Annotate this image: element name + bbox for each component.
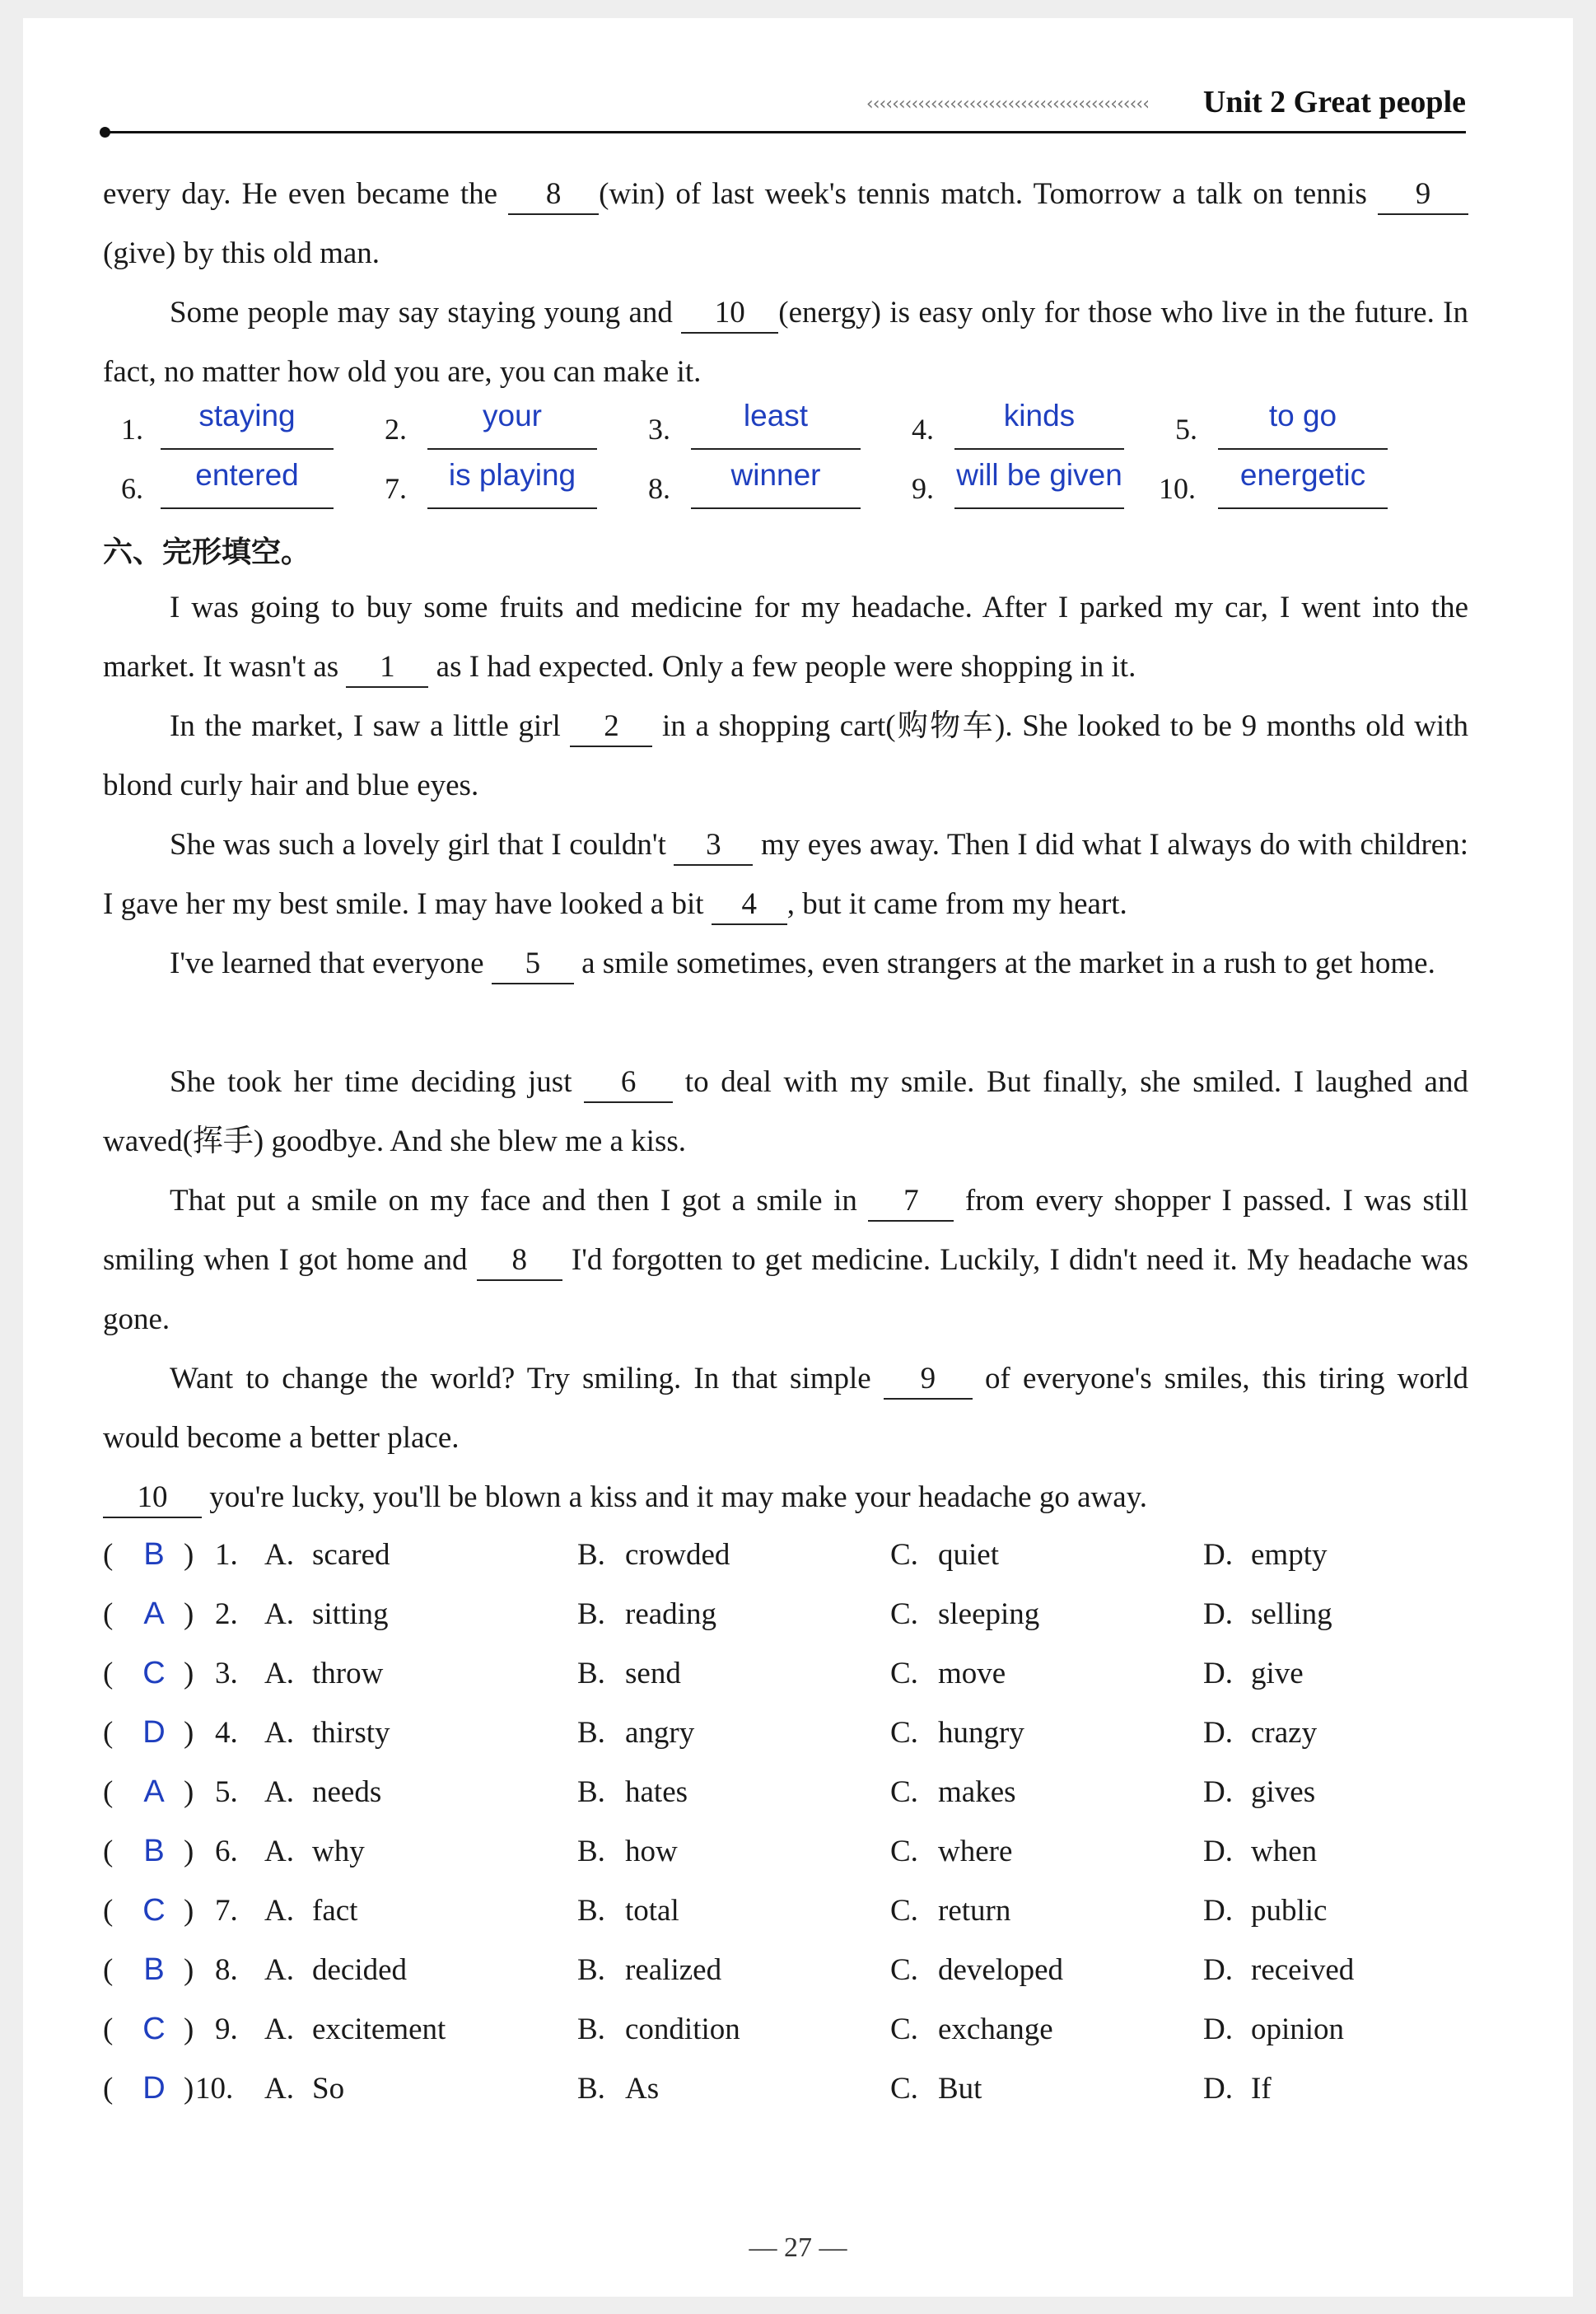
page-header [103,81,1466,138]
blank-2: 2 [570,708,652,747]
question-number: 6. [215,1835,238,1868]
option-b: B. send [577,1657,681,1690]
question-row: ( D ) 10. A. So B. As C. But D. If [103,2071,1272,2106]
cloze-paragraph-4: I've learned that everyone 5 a smile sometimes, even strangers at the market in a rush to get home. [103,934,1468,993]
option-d: D. gives [1203,1775,1316,1809]
answer-letter: D [142,2071,166,2106]
option-c: C. hungry [890,1716,1024,1750]
blank-5: 5 [492,945,574,984]
option-d: D. crazy [1203,1716,1318,1750]
option-c: C. where [890,1835,1013,1868]
question-number: 1. [215,1538,238,1572]
blank-8: 8 [477,1241,562,1281]
question-number: 4. [215,1716,238,1750]
option-d: D. If [1203,2072,1272,2106]
option-d: D. received [1203,1953,1355,1987]
option-c: C. But [890,2072,982,2106]
question-number: 3. [215,1657,238,1690]
blank-10: 10 [103,1479,202,1518]
option-d: D. public [1203,1894,1328,1928]
page-number: — 27 — [749,2232,847,2263]
answer-row-1: 1. staying 2. your 3. least 4. kinds 5. to go [103,397,1478,455]
answer-text: energetic [1239,458,1366,492]
option-b: B. total [577,1894,679,1928]
cloze-paragraph-5: She took her time deciding just 6 to deal with my smile. But finally, she smiled. I laughed and waved(挥手) goodbye. And she blew me a kiss. [103,1065,1468,1158]
answer-text: winner [730,458,821,492]
option-d: D. empty [1203,1538,1328,1572]
answer-row-2: 6. entered 7. is playing 8. winner 9. will be given 10. energetic [103,456,1478,514]
header-rule [103,131,1466,133]
blank-1: 1 [346,648,428,688]
question-number: 10. [195,2072,234,2106]
option-c: C. developed [890,1953,1064,1987]
question-number: 7. [215,1894,238,1928]
header-arrows: ‹‹‹‹‹‹‹‹‹‹‹‹‹‹‹‹‹‹‹‹‹‹‹‹‹‹‹‹‹‹‹‹‹‹‹‹‹‹‹‹‹‹‹‹ [866,94,1149,115]
cloze-paragraph-8: 10 you're lucky, you'll be blown a kiss and it may make your headache go away. [103,1468,1468,1527]
passage-paragraph-1: every day. He even became the 8 (win) of last week's tennis match. Tomorrow a talk on tennis 9(give) by this old man. [103,165,1468,283]
answer-text: is playing [448,458,576,492]
passage-paragraph-2: Some people may say staying young and 10 (energy) is easy only for those who live in the future. In fact, no matter how old you are, you can make it. [103,296,1469,389]
cloze-paragraph-3: She was such a lovely girl that I couldn't 3 my eyes away. Then I did what I always do with children: I gave her my best smile. I may have looked a bit 4 , but it came from my heart. [103,816,1468,934]
option-a: A. throw [264,1657,384,1690]
option-a: A. sitting [264,1597,389,1631]
question-row: ( B ) 6. A. why B. how C. where D. when [103,1834,1318,1868]
option-a: A. excitement [264,2012,446,2046]
cloze-paragraph-6: That put a smile on my face and then I got a smile in 7 from every shopper I passed. I was still smiling when I got home and 8 I'd forgotten to get medicine. Luckily, I didn't need it. My headache was gone. [103,1184,1469,1336]
blank-8: 8 [508,175,599,215]
answer-letter: B [143,1834,165,1868]
section-title: 六、完形填空。 [103,535,311,569]
blank-3: 3 [674,826,753,866]
option-b: B. realized [577,1953,722,1987]
question-row: ( C ) 7. A. fact B. total C. return D. public [103,1893,1328,1928]
question-number: 9. [215,2012,238,2046]
answer-text: kinds [1003,399,1076,432]
question-row: ( C ) 9. A. excitement B. condition C. exchange D. opinion [103,2012,1345,2046]
option-b: B. how [577,1835,678,1868]
blank-9: 9 [884,1360,973,1400]
question-number: 8. [215,1953,238,1987]
answer-text: entered [195,458,299,492]
blank-4: 4 [712,886,787,925]
answer-letter: C [142,2012,166,2046]
option-a: A. So [264,2072,345,2106]
answer-letter: B [143,1537,165,1572]
blank-9: 9 [1378,175,1468,215]
option-d: D. selling [1203,1597,1332,1631]
blank-7: 7 [868,1182,954,1222]
answer-letter: A [143,1774,165,1809]
answer-text: your [483,399,542,432]
unit-title: Unit 2 Great people [1202,85,1466,119]
cloze-paragraph-7: Want to change the world? Try smiling. In that simple 9 of everyone's smiles, this tiring world would become a better place. [103,1362,1468,1455]
option-b: B. As [577,2072,660,2106]
question-row: ( A ) 2. A. sitting B. reading C. sleeping D. selling [103,1596,1332,1631]
option-c: C. quiet [890,1538,999,1572]
option-c: C. sleeping [890,1597,1040,1631]
option-b: B. crowded [577,1538,730,1572]
cloze-paragraph-2: In the market, I saw a little girl 2 in a shopping cart(购物车). She looked to be 9 months old with blond curly hair and blue eyes. [103,709,1468,802]
question-row: ( B ) 8. A. decided B. realized C. developed D. received [103,1952,1355,1987]
option-a: A. fact [264,1894,358,1928]
option-a: A. scared [264,1538,390,1572]
option-d: D. give [1203,1657,1304,1690]
answer-text: will be given [956,458,1122,492]
option-c: C. exchange [890,2012,1053,2046]
option-d: D. opinion [1203,2012,1345,2046]
blank-10: 10 [681,294,778,334]
header-dot [100,127,110,138]
blank-6: 6 [584,1064,673,1103]
option-c: C. makes [890,1775,1016,1809]
answer-letter: A [143,1596,165,1631]
question-row: ( C ) 3. A. throw B. send C. move D. give [103,1656,1304,1690]
answer-text: staying [198,399,296,432]
cloze-paragraph-1: I was going to buy some fruits and medicine for my headache. After I parked my car, I went into the market. It wasn't as 1 as I had expected. Only a few people were shopping in it. [103,578,1468,697]
option-b: B. angry [577,1716,695,1750]
answer-letter: C [142,1893,166,1928]
answer-text: to go [1268,399,1337,432]
question-row: ( D ) 4. A. thirsty B. angry C. hungry D. crazy [103,1715,1318,1750]
answer-letter: C [142,1656,166,1690]
option-a: A. decided [264,1953,408,1987]
option-d: D. when [1203,1835,1318,1868]
answer-text: least [743,399,809,432]
answer-letter: B [143,1952,165,1987]
option-c: C. return [890,1894,1011,1928]
option-b: B. hates [577,1775,688,1809]
option-a: A. needs [264,1775,382,1809]
answer-letter: D [142,1715,166,1750]
question-number: 5. [215,1775,238,1809]
option-b: B. reading [577,1597,716,1631]
option-b: B. condition [577,2012,740,2046]
question-row: ( A ) 5. A. needs B. hates C. makes D. gives [103,1774,1316,1809]
question-row: ( B ) 1. A. scared B. crowded C. quiet D. empty [103,1537,1328,1572]
question-number: 2. [215,1597,238,1631]
option-c: C. move [890,1657,1006,1690]
option-a: A. thirsty [264,1716,390,1750]
option-a: A. why [264,1835,365,1868]
